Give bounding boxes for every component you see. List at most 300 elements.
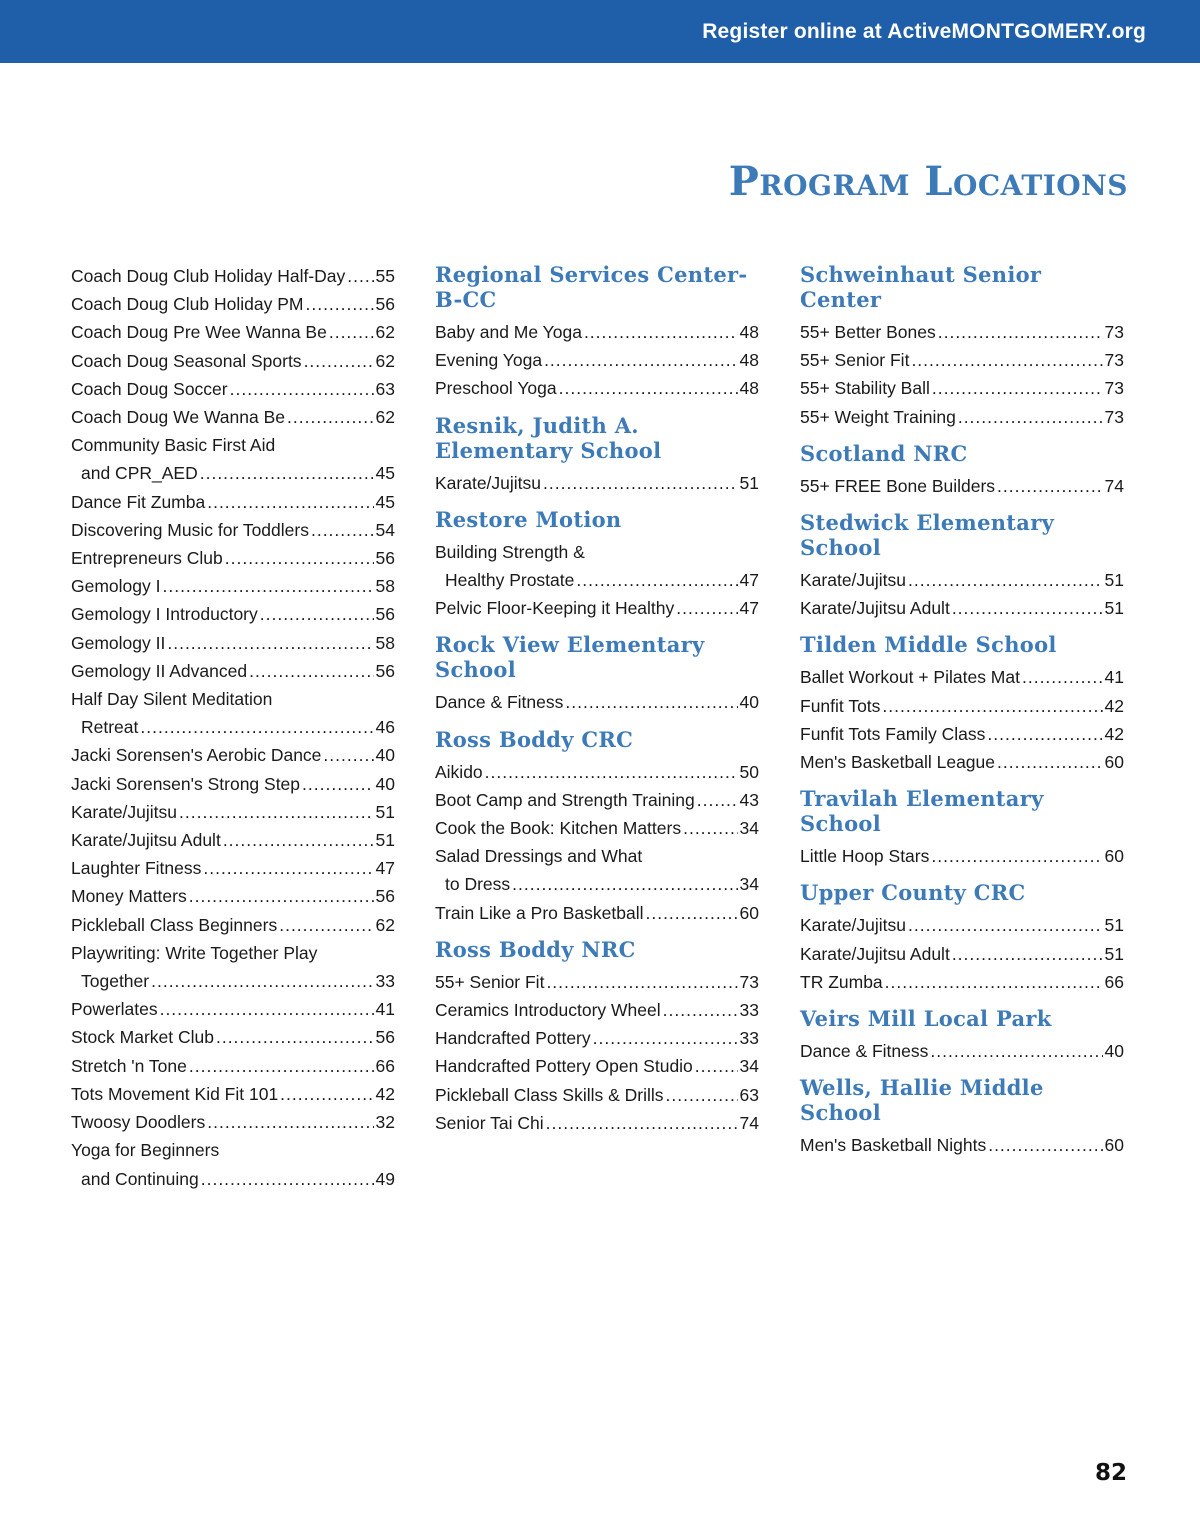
dot-leader [546,1109,738,1137]
entry-label: Preschool Yoga [435,378,557,399]
location-heading-line: Restore Motion [435,506,622,532]
top-banner [0,0,1200,63]
entry-label: Karate/Jujitsu [435,472,542,493]
entry-page-number: 42 [375,1083,395,1104]
entry-page-number: 40 [375,773,395,794]
index-entry [800,842,1124,870]
index-entry [71,911,395,939]
entry-label: Healthy Prostate [445,570,575,591]
dot-leader [544,346,737,374]
entry-row [71,1080,395,1108]
index-entry [800,1037,1124,1065]
dot-leader [697,786,738,814]
dot-leader [287,403,374,431]
location-heading [800,632,1124,657]
location-section [435,262,759,403]
entry-row [435,786,759,814]
entry-row [435,566,759,594]
entry-page-number: 73 [1104,350,1124,371]
dot-leader [160,995,374,1023]
entry-row [435,814,759,842]
index-entry [71,939,395,995]
dot-leader [988,1131,1102,1159]
entry-label: Dance & Fitness [800,1041,929,1062]
index-entry [800,566,1124,594]
index-entry [800,472,1124,500]
location-section [800,880,1124,996]
entry-label: Dance Fit Zumba [71,491,206,512]
index-entry [71,1052,395,1080]
entry-page-number: 63 [739,1084,759,1105]
entry-label: Coach Doug Club Holiday Half-Day [71,266,346,286]
dot-leader [207,1108,373,1136]
entry-label: Gemology I [71,576,161,597]
entry-row [435,594,759,622]
entry-row [435,1109,759,1137]
entry-label: Coach Doug We Wanna Be [71,407,286,428]
entry-page-number: 51 [1104,943,1124,964]
entry-row [71,826,395,854]
entry-label: Handcrafted Pottery [435,1028,591,1049]
index-entry [71,516,395,544]
dot-leader [167,629,373,657]
dot-leader [885,968,1103,996]
dot-leader [908,566,1103,594]
index-entry [435,786,759,814]
dot-leader [911,346,1102,374]
location-heading [800,786,1124,836]
entry-page-number: 51 [739,472,759,493]
entry-row [435,758,759,786]
entry-row [800,968,1124,996]
entry-label: Twoosy Doodlers [71,1112,206,1133]
entry-label: Gemology II [71,632,166,653]
entry-page-number: 62 [375,914,395,935]
index-entry [800,692,1124,720]
entry-label: Ballet Workout + Pilates Mat [800,667,1020,688]
location-heading-line: Tilden Middle School [800,632,1057,658]
location-heading [800,880,1124,905]
entry-page-number: 45 [375,463,395,484]
entry-label: Pickleball Class Beginners [71,914,278,935]
entry-page-number: 54 [375,519,395,540]
entry-row [800,374,1124,402]
location-section [435,727,759,927]
location-heading-line: Stedwick Elementary School [800,510,1055,561]
location-heading-line: Ross Boddy CRC [435,726,634,752]
entry-page-number: 34 [739,874,759,895]
dot-leader [179,798,374,826]
dot-leader [683,814,737,842]
entry-page-number: 46 [375,717,395,738]
dot-leader [663,996,738,1024]
dot-leader [347,262,373,290]
entry-row [71,290,395,318]
entry-row [71,967,395,995]
dot-leader [485,758,738,786]
index-entry [800,968,1124,996]
entry-label: Evening Yoga [435,350,543,371]
entry-label: Retreat [81,717,139,738]
index-entry [435,538,759,594]
index-entry [800,346,1124,374]
entry-label: Together [81,971,150,992]
index-entry [800,318,1124,346]
entry-label-line1: Community Basic First Aid [71,435,276,456]
location-heading-line: Wells, Hallie Middle School [800,1075,1044,1126]
dot-leader [930,1037,1102,1065]
entry-label: 55+ Senior Fit [435,971,545,992]
location-heading-line: B-CC [435,287,497,312]
location-section [800,262,1124,431]
dot-leader [695,1052,738,1080]
location-heading-line: Upper County CRC [800,880,1026,906]
entry-label: Coach Doug Pre Wee Wanna Be [71,322,327,343]
entry-row [71,995,395,1023]
index-entry [71,882,395,910]
entry-row [800,1037,1124,1065]
index-entry [71,431,395,487]
entry-label-line1: Yoga for Beginners [71,1140,220,1161]
index-entry [71,1023,395,1051]
entry-page-number: 56 [375,548,395,569]
location-heading [435,937,759,962]
entry-label: Dance & Fitness [435,692,564,713]
dot-leader [223,826,374,854]
dot-leader [987,720,1102,748]
dot-leader [279,911,373,939]
index-entry [71,1136,395,1192]
entry-label: Men's Basketball League [800,752,995,773]
entry-page-number: 51 [1104,598,1124,619]
entry-row [435,1024,759,1052]
entry-label: Coach Doug Seasonal Sports [71,350,302,371]
index-entry [435,318,759,346]
entry-page-number: 33 [375,971,395,992]
location-heading-line: School [435,657,517,683]
entry-page-number: 58 [375,632,395,653]
entry-row [71,629,395,657]
entry-label: 55+ Stability Ball [800,378,930,399]
dot-leader [666,1081,738,1109]
page-title: Program Locations [728,158,1128,205]
index-entry [71,995,395,1023]
index-entry [435,899,759,927]
entry-row [71,854,395,882]
entry-label: 55+ Better Bones [800,322,936,342]
entry-row [71,375,395,403]
index-entry [435,1081,759,1109]
entry-page-number: 74 [1104,475,1124,496]
dot-leader [908,911,1103,939]
entry-page-number: 51 [375,801,395,822]
entry-label: and CPR_AED [81,463,198,484]
entry-page-number: 47 [739,570,759,591]
location-section [435,507,759,623]
entry-page-number: 74 [739,1112,759,1133]
index-entry [71,488,395,516]
index-entry [435,968,759,996]
dot-leader [203,854,373,882]
entry-label-line1: Salad Dressings and What [435,846,643,867]
index-entry [71,544,395,572]
dot-leader [189,1052,374,1080]
index-entry [71,657,395,685]
index-entry [71,629,395,657]
location-heading [435,632,759,682]
dot-leader [230,375,374,403]
index-entry [800,720,1124,748]
dot-leader [201,1165,374,1193]
entry-page-number: 73 [1104,378,1124,399]
entry-page-number: 49 [375,1168,395,1189]
entry-row [71,318,395,346]
dot-leader [329,318,374,346]
entry-row [800,842,1124,870]
index-entry [435,814,759,842]
entry-label: Gemology I Introductory [71,604,258,625]
location-heading [435,507,759,532]
entry-row [71,1023,395,1051]
entry-label: TR Zumba [800,971,883,992]
index-column-2 [435,262,759,1147]
index-entry [71,572,395,600]
entry-row [71,600,395,628]
dot-leader [200,459,374,487]
index-entry [435,1109,759,1137]
dot-leader [938,318,1103,346]
location-heading-line: Regional Services Center- [435,262,748,287]
entry-label: Laughter Fitness [71,858,202,879]
entry-label: Coach Doug Club Holiday PM [71,294,304,315]
index-entry [435,374,759,402]
entry-row [71,459,395,487]
entry-label: Little Hoop Stars [800,846,930,867]
location-heading [800,510,1124,560]
entry-row [435,870,759,898]
entry-label: 55+ FREE Bone Builders [800,475,996,496]
index-entry [71,770,395,798]
dot-leader [140,713,373,741]
entry-page-number: 34 [739,1056,759,1077]
entry-row [71,798,395,826]
entry-page-number: 51 [375,830,395,851]
dot-leader [882,692,1102,720]
index-entry [800,911,1124,939]
entry-page-number: 41 [375,999,395,1020]
entry-row [71,657,395,685]
entry-label: Aikido [435,761,483,782]
entry-row [71,544,395,572]
dot-leader [305,290,373,318]
entry-label: 55+ Senior Fit [800,350,910,371]
entry-page-number: 34 [739,818,759,839]
index-entry [71,741,395,769]
entry-page-number: 55 [375,266,395,286]
entry-row [800,566,1124,594]
entry-page-number: 62 [375,350,395,371]
entry-label: Karate/Jujitsu [71,801,178,822]
entry-page-number: 33 [739,1028,759,1049]
entry-label: Karate/Jujitsu Adult [71,830,221,851]
entry-page-number: 56 [375,886,395,907]
entry-row [71,488,395,516]
dot-leader [1022,663,1103,691]
dot-leader [207,488,373,516]
dot-leader [645,899,737,927]
entry-label: Ceramics Introductory Wheel [435,1000,661,1021]
location-heading [800,1075,1124,1125]
entry-row [800,346,1124,374]
entry-page-number: 60 [739,902,759,923]
entry-page-number: 56 [375,1027,395,1048]
dot-leader [189,882,374,910]
entry-page-number: 66 [1104,971,1124,992]
index-entry [71,854,395,882]
location-section [800,632,1124,776]
entry-row [71,516,395,544]
dot-leader [559,374,738,402]
location-section [800,441,1124,500]
location-heading [800,262,1124,312]
entry-page-number: 40 [739,692,759,713]
entry-label: 55+ Weight Training [800,406,956,427]
entry-label: Cook the Book: Kitchen Matters [435,818,682,839]
entry-page-number: 56 [375,294,395,315]
location-heading [800,1006,1124,1031]
index-entry [435,758,759,786]
entry-page-number: 73 [1104,406,1124,427]
index-entry [800,1131,1124,1159]
entry-page-number: 42 [1104,723,1124,744]
entry-label: Karate/Jujitsu Adult [800,598,950,619]
dot-leader [997,748,1103,776]
index-entry [71,347,395,375]
index-entry [800,403,1124,431]
entry-page-number: 62 [375,322,395,343]
index-entry [71,685,395,741]
index-entry [71,403,395,431]
entry-row [71,262,395,290]
entry-page-number: 63 [375,378,395,399]
entry-label: Funfit Tots [800,695,881,716]
location-section [435,632,759,716]
entry-page-number: 41 [1104,667,1124,688]
dot-leader [512,870,737,898]
entry-page-number: 73 [739,971,759,992]
dot-leader [225,544,374,572]
location-section [800,1075,1124,1159]
entry-row [435,469,759,497]
dot-leader [151,967,373,995]
entry-page-number: 48 [739,378,759,399]
entry-row [435,318,759,346]
entry-row [800,318,1124,346]
entry-row [435,688,759,716]
entry-label: Baby and Me Yoga [435,322,582,342]
location-heading-line: Resnik, Judith A. [435,412,639,438]
entry-row [435,996,759,1024]
entry-label: Handcrafted Pottery Open Studio [435,1056,693,1077]
entry-label: Karate/Jujitsu [800,915,907,936]
entry-page-number: 47 [739,598,759,619]
location-heading-line: Scotland NRC [800,440,968,466]
entry-page-number: 60 [1104,752,1124,773]
index-entry [71,826,395,854]
index-column-3 [800,262,1124,1169]
dot-leader [216,1023,374,1051]
dot-leader [565,688,737,716]
index-entry [435,346,759,374]
dot-leader [304,347,374,375]
dot-leader [546,968,737,996]
entry-row [71,882,395,910]
entry-label: Jacki Sorensen's Strong Step [71,773,301,794]
index-entry [71,1108,395,1136]
entry-label: Entrepreneurs Club [71,548,223,569]
entry-row [800,663,1124,691]
dot-leader [280,1080,373,1108]
entry-page-number: 48 [739,350,759,371]
entry-row [71,347,395,375]
index-entry [71,375,395,403]
location-section [800,1006,1124,1065]
location-heading-line: Rock View Elementary [435,632,705,658]
entry-row [435,968,759,996]
index-entry [435,1024,759,1052]
entry-label: Funfit Tots Family Class [800,723,986,744]
dot-leader [593,1024,738,1052]
entry-label: Pickleball Class Skills & Drills [435,1084,664,1105]
entry-label: Stretch 'n Tone [71,1055,187,1076]
entry-row [71,911,395,939]
entry-label-line1: Playwriting: Write Together Play [71,942,318,963]
entry-page-number: 51 [1104,915,1124,936]
index-column-1 [71,262,395,1193]
entry-label: Karate/Jujitsu [800,570,907,591]
entry-row [435,1081,759,1109]
location-section [435,937,759,1137]
index-entry [71,798,395,826]
location-heading-line: Ross Boddy NRC [435,936,636,962]
index-entry [800,940,1124,968]
entry-page-number: 40 [1104,1041,1124,1062]
entry-row [71,403,395,431]
dot-leader [260,600,374,628]
location-heading-line: Veirs Mill Local Park [800,1006,1052,1032]
entry-page-number: 62 [375,407,395,428]
index-entry [435,469,759,497]
entry-row [71,1165,395,1193]
entry-page-number: 40 [375,745,395,766]
entry-page-number: 47 [375,858,395,879]
index-entry [71,290,395,318]
index-entry [435,688,759,716]
index-entry [71,318,395,346]
location-heading-line: Schweinhaut Senior Center [800,262,1042,312]
entry-page-number: 51 [1104,570,1124,591]
entry-label: Coach Doug Soccer [71,378,228,399]
dot-leader [543,469,738,497]
dot-leader [952,594,1103,622]
entry-page-number: 58 [375,576,395,597]
location-heading-line: Travilah Elementary School [800,786,1044,837]
index-entry [435,842,759,898]
entry-row [435,374,759,402]
location-heading [435,413,759,463]
entry-row [435,346,759,374]
register-online-link[interactable]: Register online at ActiveMONTGOMERY.org [702,20,1146,43]
